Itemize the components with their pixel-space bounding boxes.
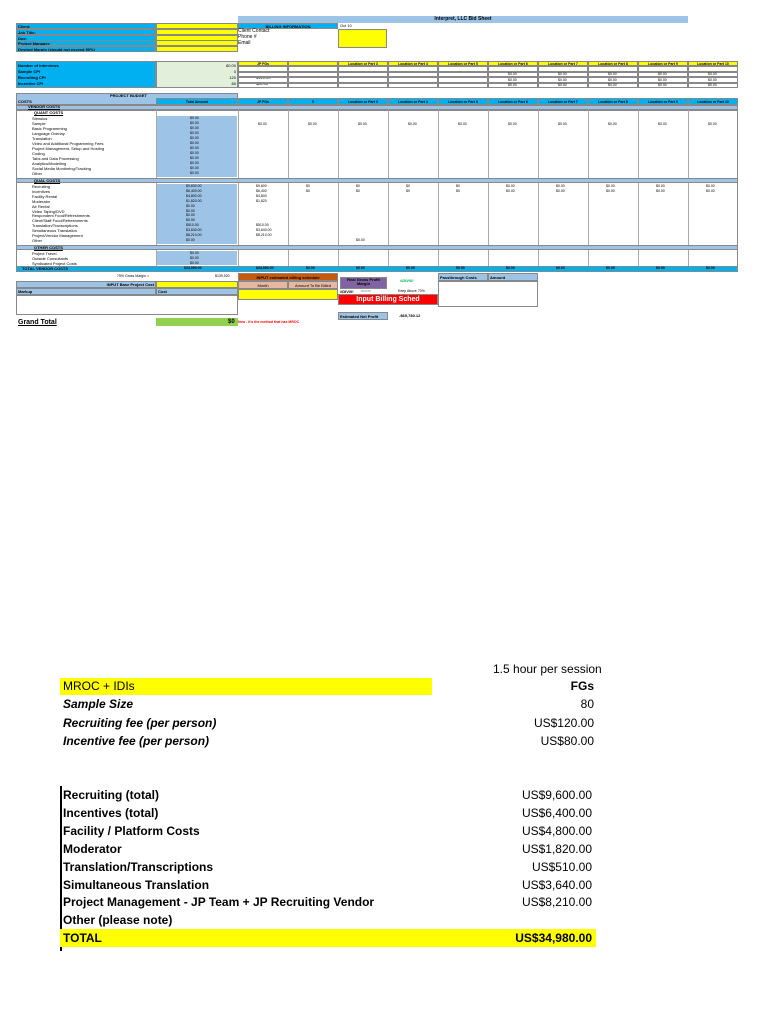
metric-grid-cell[interactable]	[438, 83, 488, 89]
qual-item-total: $510.00	[186, 223, 199, 228]
qual-item-cell: $0	[406, 184, 410, 188]
quant-item-label: Stimulus	[32, 116, 48, 121]
amount-to-be-billed-label: Amount To Be Billed	[288, 281, 338, 289]
quant-item-total: $0.00	[190, 131, 199, 135]
info-label: Project Manager:	[16, 40, 156, 46]
metric-loc-value: $0.00	[658, 72, 667, 76]
metric-loc-value: $0.00	[558, 83, 567, 87]
summary-left-border	[60, 786, 62, 951]
grand-total-cell	[156, 318, 238, 326]
summary-label: Recruiting fee (per person)	[63, 715, 217, 730]
qual-item-cell: $0	[406, 188, 410, 193]
summary-cost-value: US$1,820.00	[521, 841, 592, 856]
quant-costs-label: QUANT COSTS	[34, 110, 64, 115]
passthrough-table	[438, 281, 538, 307]
total-vendor-value: $0.00	[706, 266, 715, 270]
qual-item-cell: $1,820	[256, 198, 267, 203]
qual-item-cell: $0.00	[656, 188, 665, 193]
total-vendor-value: $0.00	[656, 266, 665, 270]
div0-a: #DIV/0!	[400, 278, 414, 283]
top-column-header: Location or Part 3	[338, 61, 388, 66]
summary-cost-value: US$510.00	[531, 859, 592, 874]
budget-column-header: JP FGs	[238, 98, 288, 105]
quant-item-total: $0.00	[190, 126, 199, 130]
quant-item-label: Sample	[32, 121, 46, 126]
qual-item-total: $3,640.00	[186, 228, 202, 233]
metric-loc-value: $0.00	[508, 72, 517, 76]
total-vendor-value: $34,980.00	[184, 266, 202, 270]
other-item-label: Syndicated Project Costs	[32, 261, 77, 266]
billing-line: Email	[238, 40, 251, 46]
metric-loc-value: $0.00	[608, 77, 617, 82]
budget-column-header: Location or Part 9	[638, 98, 688, 105]
quant-col-value: $0.00	[658, 122, 667, 126]
qual-item-cell: $0.00	[506, 184, 515, 188]
qual-item-cell: $0.00	[556, 184, 565, 188]
billing-header: BILLING INFORMATION	[238, 23, 338, 29]
summary-cost-value: US$4,800.00	[521, 823, 592, 838]
summary-cost-label: Incentives (total)	[63, 805, 159, 820]
div0-b: #DIV/0!	[340, 289, 354, 294]
metric-loc-value: $0.00	[608, 83, 617, 87]
total-vendor-value: $0.00	[406, 266, 415, 270]
metric-value: 80	[231, 81, 236, 86]
metric-loc-value: $0.00	[608, 72, 617, 76]
billing-line: Client Contact	[238, 28, 270, 34]
qual-item-label: Moderator	[32, 198, 51, 204]
qual-item-total: $9,600.00	[186, 184, 202, 188]
top-column-header: Location or Part 10	[688, 61, 738, 66]
summary-cost-value: US$8,210.00	[521, 895, 592, 910]
qual-item-total: $8,210.00	[186, 233, 202, 237]
qual-item-cell: $0.00	[606, 184, 615, 188]
other-item-total: $0.00	[190, 261, 199, 265]
metric-loc-value: $0.00	[708, 72, 717, 76]
total-vendor-value: $0.00	[506, 266, 515, 270]
vendor-costs-label: VENDOR COSTS	[28, 104, 61, 109]
estimated-net-profit-value: -$69,780.12	[399, 313, 421, 318]
session-note: 1.5 hour per session	[493, 662, 602, 676]
total-vendor-value: $0.00	[356, 266, 365, 270]
qual-item-cell: $0.00	[606, 188, 615, 193]
metric-grid-cell[interactable]	[338, 83, 388, 89]
summary-cost-label: Other (please note)	[63, 913, 173, 928]
input-base-field[interactable]	[156, 281, 238, 288]
quant-item-total: $0.00	[190, 161, 199, 165]
qual-item-total: $0.00	[186, 218, 195, 223]
quant-item-total: $0.00	[190, 171, 199, 175]
summary-cost-label: Moderator	[63, 841, 122, 856]
total-vendor-band	[16, 266, 738, 272]
qual-item-cell: $4,800	[256, 193, 267, 198]
qual-item-label: Air Rental	[32, 203, 50, 209]
total-vendor-value: $0.00	[556, 266, 565, 270]
input-billing-sched-button[interactable]: Input Billing Sched	[338, 294, 438, 305]
gross-margin-value: $139,920	[215, 274, 230, 278]
budget-column-header: Location or Part 10	[688, 98, 738, 105]
grand-total-label: Grand Total	[18, 319, 57, 326]
estimated-net-profit-label: Estimated Net Profit	[338, 312, 388, 320]
qual-item-total: $4,800.00	[186, 193, 202, 198]
sheet-title: Interpret, LLC Bid Sheet	[238, 16, 688, 23]
summary-cost-label: Recruiting (total)	[63, 788, 159, 802]
budget-column-header: Location or Part 5	[438, 98, 488, 105]
other-costs-label: OTHER COSTS	[34, 245, 63, 250]
metric-label: Number of interviews	[18, 63, 59, 68]
quant-item-label: Video and Additional Programming Fees	[32, 141, 104, 146]
quant-item-total: $0.00	[190, 151, 199, 155]
quant-col-value: $0.00	[258, 122, 267, 126]
qual-item-total: $6,400.00	[186, 188, 202, 193]
info-label: Desired Margin (should not exceed 50%)	[16, 46, 156, 52]
quant-col-value: $0.00	[558, 122, 567, 126]
billing-date: Oct 10	[340, 23, 352, 28]
markup-label: Markup	[16, 288, 156, 295]
qual-item-label: Video Taping/DVD	[32, 208, 65, 214]
top-column-header: Location or Part 5	[438, 61, 488, 66]
markup-area	[16, 295, 238, 315]
top-column-header: Location or Part 7	[538, 61, 588, 66]
qual-item-label: Translation/Transcriptions	[32, 223, 78, 229]
info-label: Due:	[16, 35, 156, 41]
budget-column-header: 0	[288, 98, 338, 105]
quant-col-value: $0.00	[358, 122, 367, 126]
total-label: TOTAL	[63, 931, 102, 945]
total-vendor-value: $34,980.00	[256, 266, 274, 270]
qual-item-cell: $0	[306, 184, 310, 188]
metric-jp-value: $120.00	[256, 75, 271, 80]
info-field[interactable]	[156, 46, 238, 52]
qual-item-total: $0.00	[186, 213, 195, 218]
top-column-header: Location or Part 6	[488, 61, 538, 66]
highlight-label: MROC + IDIs	[63, 679, 135, 693]
costs-label: COSTS	[18, 99, 32, 104]
metric-loc-value: $0.00	[658, 83, 667, 87]
qual-item-label: Incentives	[32, 188, 51, 194]
quant-col-value: $0.00	[508, 122, 517, 126]
real-gross-profit-label: Real Gross Profit Margin	[340, 277, 387, 289]
amount-label: Amount	[488, 273, 538, 281]
metric-grid-cell[interactable]	[388, 83, 438, 89]
cost-label: Cost	[156, 288, 238, 295]
summary-value: 80	[580, 697, 594, 711]
quant-item-label: Coding	[32, 151, 45, 156]
input-base-label: INPUT Base Project Cost	[16, 281, 156, 288]
budget-column-header: Total Amount	[156, 98, 238, 105]
top-column-header: Location or Part 9	[638, 61, 688, 66]
top-column-header: JP FGs	[238, 61, 288, 66]
total-value: US$34,980.00	[515, 931, 592, 945]
other-item-label: Outside Consultants	[32, 256, 69, 261]
other-item-label: Project Travel	[32, 251, 57, 256]
qual-item-cell: $0	[356, 188, 360, 193]
month-label: Month	[238, 281, 288, 289]
quant-col-value: $0.00	[408, 122, 417, 126]
fgs-label: FGs	[570, 679, 594, 693]
quant-item-total: $0.00	[190, 121, 199, 125]
qual-item-label: Simultaneous Translation	[32, 228, 77, 234]
quant-item-total: $0.00	[190, 166, 199, 170]
qual-band	[16, 178, 738, 183]
metric-label: Incentive CPI	[18, 81, 44, 86]
qual-item-total: $1,820.00	[186, 198, 202, 203]
other-band	[16, 245, 738, 250]
billing-yellow-box[interactable]	[338, 29, 387, 48]
qual-item-cell: $0	[456, 184, 460, 188]
metric-loc-value: $0.00	[558, 77, 567, 82]
total-vendor-value: $0.00	[606, 266, 615, 270]
qual-item-cell: $0	[356, 184, 360, 188]
quant-item-label: Basic Programming	[32, 126, 67, 131]
billing-schedule-field[interactable]	[238, 289, 338, 300]
metric-value: 0	[233, 69, 236, 74]
qual-item-cell: $6,400	[256, 188, 267, 193]
quant-item-total: $0.00	[190, 156, 199, 160]
qual-item-total: $0.00	[186, 208, 195, 213]
qual-item-label: Respondent Food/Refreshments	[32, 213, 90, 219]
qual-item-cell: $8,210.00	[256, 233, 272, 237]
qual-item-label: Recruiting	[32, 184, 51, 189]
metric-jp-value: $80.00	[256, 81, 269, 86]
qual-item-cell: $3,640.00	[256, 228, 272, 233]
quant-item-label: Analytics/Modelling	[32, 161, 67, 166]
summary-cost-label: Project Management - JP Team + JP Recruiting Vendor	[63, 895, 375, 910]
quant-item-label: Social Media Monitoring/Tracking	[32, 166, 91, 171]
metric-loc-value: $0.00	[658, 77, 667, 82]
summary-value: US$120.00	[533, 715, 594, 730]
summary-cost-label: Simultaneous Translation	[63, 877, 210, 892]
quant-item-total: $0.00	[190, 146, 199, 150]
summary-cost-value: US$6,400.00	[521, 805, 592, 820]
qual-item-label: Client/Staff Food/Refreshments	[32, 218, 88, 224]
qual-item-cell: $9,600	[256, 184, 267, 188]
metric-loc-value: $0.00	[558, 72, 567, 76]
quant-item-label: Project Management, Setup and Hosting	[32, 146, 105, 151]
qual-item-total: $0.00	[186, 237, 195, 242]
summary-label: Incentive fee (per person)	[63, 734, 210, 748]
info-label: Job Title:	[16, 29, 156, 35]
metric-grid-cell[interactable]	[238, 83, 288, 89]
metric-label: Sample CPI	[18, 69, 41, 74]
budget-column-header: Location or Part 4	[388, 98, 438, 105]
quant-item-label: Language Overlay	[32, 131, 65, 136]
summary-cost-value: US$3,640.00	[521, 877, 592, 892]
summary-cost-label: Translation/Transcriptions	[63, 859, 214, 874]
metric-grid-cell[interactable]	[288, 83, 338, 89]
qual-item-cell: $0.00	[506, 188, 515, 193]
qual-item-cell: $0.00	[656, 184, 665, 188]
qual-item-cell: $0.00	[706, 188, 715, 193]
summary-value: US$80.00	[540, 734, 594, 748]
qual-item-cell: $0.00	[556, 188, 565, 193]
info-label: Client:	[16, 23, 156, 29]
qual-item-cell: $0.00	[706, 184, 715, 188]
qual-item-cell: $0	[306, 188, 310, 193]
quant-col-value: $0.00	[608, 122, 617, 126]
billing-line: Phone #	[238, 34, 257, 40]
quant-item-total: $0.00	[190, 116, 199, 120]
qual-costs-label: QUAL COSTS	[34, 178, 61, 183]
budget-column-header: Location or Part 3	[338, 98, 388, 105]
summary-cost-value: US$9,600.00	[521, 788, 592, 802]
other-item-total: $0.00	[190, 251, 199, 255]
total-vendor-label: TOTAL VENDOR COSTS	[22, 266, 69, 271]
metric-loc-value: $0.00	[508, 83, 517, 87]
qual-item-label: Facility Rental	[32, 193, 58, 199]
metric-loc-value: $0.00	[708, 77, 717, 82]
budget-column-header: Location or Part 7	[538, 98, 588, 105]
quant-col-value: $0.00	[308, 122, 317, 126]
metric-value: 80.00	[225, 63, 236, 68]
total-vendor-value: $0.00	[306, 266, 315, 270]
grand-total-value: $0	[228, 319, 235, 325]
quant-col-value: $0.00	[458, 122, 467, 126]
qual-item-cell: $0	[456, 188, 460, 193]
metric-label: Recruiting CPI	[18, 75, 46, 80]
top-column-header: Location or Part 4	[388, 61, 438, 66]
input-schedule-label: INPUT estimated billing schedule	[238, 273, 338, 281]
top-column-header: Location or Part 8	[588, 61, 638, 66]
passthrough-label: Passthrough Costs	[438, 273, 488, 281]
project-budget-label: PROJECT BUDGET	[110, 93, 147, 98]
red-note: New - it's the method that has MROC	[238, 320, 300, 324]
quant-item-total: $0.00	[190, 141, 199, 145]
summary-cost-label: Facility / Platform Costs	[63, 823, 200, 838]
div0-c: #DIV/0!	[361, 289, 372, 293]
metric-loc-value: $0.00	[508, 77, 517, 82]
metric-value: 120	[229, 75, 236, 80]
budget-column-header: Location or Part 8	[588, 98, 638, 105]
total-vendor-value: $0.00	[456, 266, 465, 270]
qual-item-total: $0.00	[186, 203, 195, 208]
quant-col-value: $0.00	[708, 122, 717, 126]
qual-item-cell: $510.00	[256, 223, 269, 228]
quant-item-label: Tabs and Data Processing	[32, 156, 79, 161]
other-item-total: $0.00	[190, 256, 199, 260]
qual-item-label: Other	[32, 237, 43, 243]
quant-item-total: $0.00	[190, 136, 199, 140]
metric-loc-value: $0.00	[708, 83, 717, 87]
qual-item-label: Project/Vendor Management	[32, 233, 83, 238]
budget-column-header: Location or Part 6	[488, 98, 538, 105]
summary-label: Sample Size	[63, 697, 134, 711]
keep-above-note: Keep Above 70%	[398, 289, 425, 293]
quant-item-label: Other	[32, 171, 43, 176]
gross-margin-label: 75% Gross Margin =	[117, 274, 149, 278]
quant-item-label: Translation	[32, 136, 52, 141]
qual-item-cell: $0.00	[356, 237, 365, 242]
